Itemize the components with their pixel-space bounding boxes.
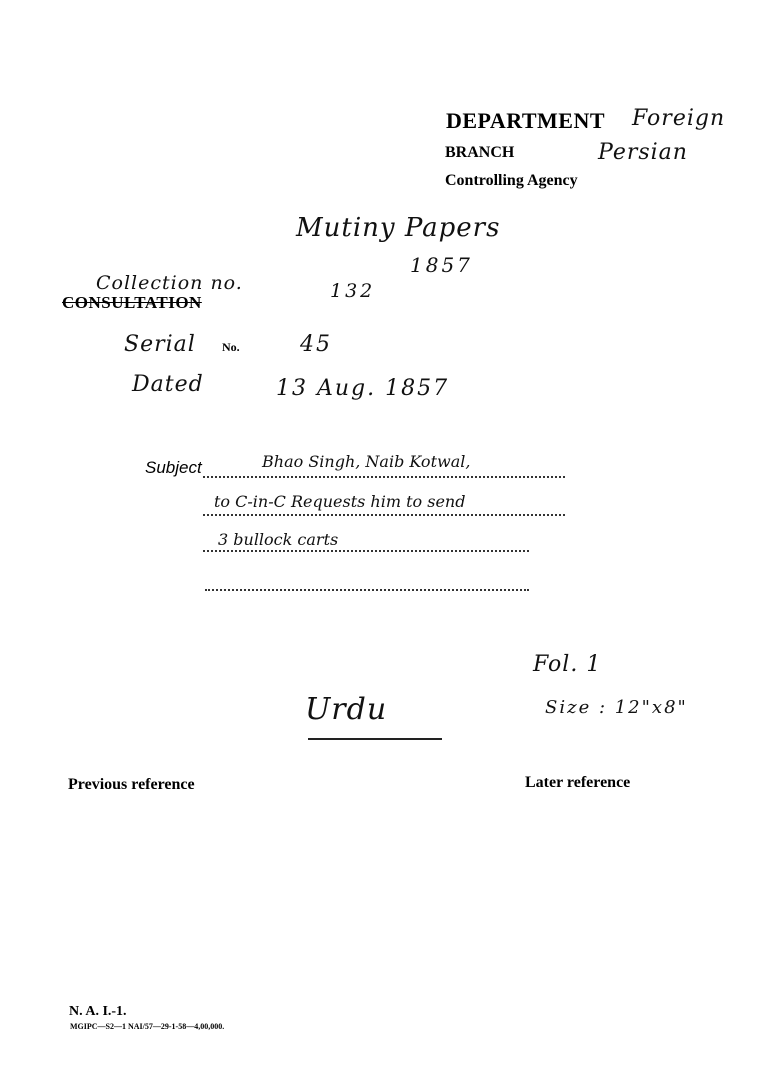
department-value: Foreign xyxy=(632,106,726,131)
branch-label: BRANCH xyxy=(445,144,515,161)
subject-line-2: to C-in-C Requests him to send xyxy=(214,492,466,511)
branch-value: Persian xyxy=(598,140,688,165)
form-code: N. A. I.-1. xyxy=(69,1004,127,1019)
consultation-label: CONSULTATION xyxy=(62,293,202,312)
subject-label: Subject xyxy=(145,458,202,477)
collection-title: Mutiny Papers xyxy=(296,213,501,243)
dated-value: 13 Aug. 1857 xyxy=(276,376,450,401)
subject-line-1: Bhao Singh, Naib Kotwal, xyxy=(262,452,471,471)
serial-label: Serial xyxy=(124,332,196,357)
collection-no-label: Collection no. xyxy=(96,272,243,294)
no-label: No. xyxy=(222,340,240,354)
dated-label: Dated xyxy=(132,372,204,397)
previous-reference-label: Previous reference xyxy=(68,776,195,793)
size-label: Size : 12"x8" xyxy=(545,697,688,718)
controlling-agency-label: Controlling Agency xyxy=(445,172,578,189)
subject-dotted-line-1 xyxy=(203,476,565,478)
language-underline xyxy=(308,738,442,740)
folio-label: Fol. 1 xyxy=(533,652,602,677)
serial-number: 45 xyxy=(300,332,332,357)
department-label: DEPARTMENT xyxy=(446,108,606,133)
subject-line-3: 3 bullock carts xyxy=(218,530,339,549)
later-reference-label: Later reference xyxy=(525,774,631,791)
collection-number: 132 xyxy=(330,280,376,302)
subject-dotted-line-2 xyxy=(203,514,565,516)
print-code: MGIPC—S2—1 NAI/57—29-1-58—4,00,000. xyxy=(70,1022,225,1031)
language-value: Urdu xyxy=(305,692,388,727)
subject-dotted-line-4 xyxy=(205,589,529,591)
collection-year: 1857 xyxy=(410,253,473,277)
subject-dotted-line-3 xyxy=(203,550,529,552)
